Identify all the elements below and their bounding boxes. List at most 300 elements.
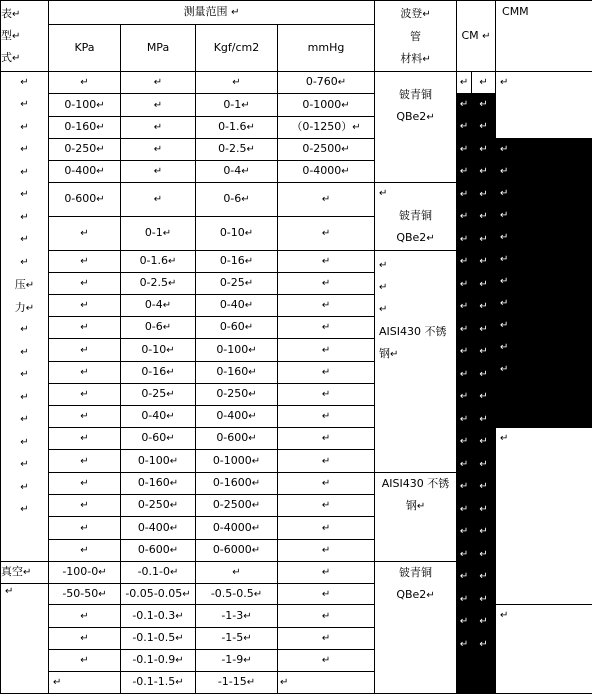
paragraph-mark: ↵ — [80, 523, 88, 534]
paragraph-mark: ↵ — [341, 166, 349, 177]
paragraph-mark: ↵ — [460, 296, 468, 319]
range-value: 0-4 — [223, 164, 241, 177]
range-value: 0-10 — [141, 343, 166, 356]
paragraph-mark: ↵ — [175, 655, 183, 666]
paragraph-mark: ↵ — [379, 277, 452, 299]
paragraph-mark: ↵ — [322, 500, 330, 511]
range-kpa-cell — [49, 449, 121, 472]
range-value: -1-15 — [218, 675, 247, 688]
range-header-cell — [49, 1, 375, 25]
range-value: 0-600 — [138, 543, 170, 556]
paragraph-mark: ↵ — [479, 364, 487, 387]
paragraph-mark: ↵ — [20, 477, 28, 500]
range-kpa-cell — [49, 627, 121, 649]
range-mmhg-cell — [278, 160, 375, 182]
paragraph-mark: ↵ — [322, 456, 330, 467]
range-mpa-cell — [121, 539, 196, 561]
paragraph-mark: ↵ — [170, 523, 178, 534]
material-label — [375, 473, 456, 518]
paragraph-mark: ↵ — [352, 122, 360, 133]
paragraph-mark: ↵ — [96, 100, 104, 111]
range-value: -0.1-0.5 — [132, 631, 175, 644]
type-pressure-stack — [1, 72, 48, 522]
paragraph-mark: ↵ — [322, 367, 330, 378]
range-mpa-cell — [121, 472, 196, 494]
paragraph-mark: ↵ — [460, 454, 468, 477]
range-mmhg-cell — [278, 217, 375, 250]
paragraph-mark: ↵ — [80, 345, 88, 356]
range-value: 0-2.5 — [218, 142, 246, 155]
paragraph-mark: ↵ — [80, 389, 88, 400]
paragraph-mark: ↵ — [20, 454, 28, 477]
range-value: 0-1.6 — [218, 120, 246, 133]
paragraph-mark: ↵ — [460, 184, 468, 207]
paragraph-mark: ↵ — [168, 256, 176, 267]
paragraph-mark: ↵ — [163, 322, 171, 333]
paragraph-mark: ↵ — [248, 367, 256, 378]
range-mmhg-cell — [278, 250, 375, 272]
paragraph-mark: ↵ — [23, 567, 31, 578]
range-value: 0-100 — [64, 98, 96, 111]
paragraph-mark: ↵ — [379, 299, 452, 321]
cm-marks — [472, 94, 495, 657]
range-mmhg-cell — [278, 494, 375, 516]
paragraph-mark: ↵ — [245, 322, 253, 333]
form-label-char: 型↵ — [1, 25, 20, 47]
paragraph-mark: ↵ — [500, 319, 592, 341]
paragraph-mark: ↵ — [170, 567, 178, 578]
range-kgf-cell — [196, 583, 278, 604]
paragraph-mark: ↵ — [479, 341, 487, 364]
range-value: 0-4000 — [213, 521, 252, 534]
range-mmhg-cell — [278, 93, 375, 116]
paragraph-mark: ↵ — [280, 677, 288, 688]
range-mmhg-cell — [278, 272, 375, 294]
paragraph-mark: ↵ — [98, 589, 106, 600]
paragraph-mark: ↵ — [460, 139, 468, 162]
range-mpa-cell — [121, 516, 196, 539]
range-mpa-cell — [121, 182, 196, 217]
paragraph-mark: ↵ — [1, 586, 13, 597]
paragraph-mark: ↵ — [500, 209, 592, 231]
paragraph-mark: ↵ — [245, 228, 253, 239]
paragraph-mark: ↵ — [96, 166, 104, 177]
paragraph-mark: ↵ — [166, 345, 174, 356]
range-mpa-cell — [121, 93, 196, 116]
paragraph-mark: ↵ — [154, 144, 162, 155]
range-mpa-cell — [121, 71, 196, 93]
range-value: 0-1600 — [213, 476, 252, 489]
range-kgf-cell — [196, 604, 278, 627]
form-label — [1, 3, 48, 69]
range-kgf-cell — [196, 494, 278, 516]
paragraph-mark: ↵ — [254, 589, 262, 600]
paragraph-mark: ↵ — [479, 431, 487, 454]
paragraph-mark: ↵ — [168, 278, 176, 289]
range-value: -0.5-0.5 — [211, 587, 254, 600]
paragraph-mark: ↵ — [241, 194, 249, 205]
unit-kpa-cell — [49, 24, 121, 71]
range-kpa-cell — [49, 272, 121, 294]
paragraph-mark: ↵ — [232, 77, 240, 88]
paragraph-mark: ↵ — [170, 478, 178, 489]
range-value: 0-400 — [216, 409, 248, 422]
range-kpa-cell — [49, 494, 121, 516]
material-cell — [375, 472, 457, 561]
paragraph-mark: ↵ — [479, 229, 487, 252]
range-value: -0.1-0.9 — [132, 653, 175, 666]
range-value: 0-25 — [220, 276, 245, 289]
range-kpa-cell — [49, 361, 121, 383]
range-value: 0-60 — [141, 431, 166, 444]
range-value: -1-3 — [221, 609, 243, 622]
range-kpa-cell — [49, 427, 121, 449]
range-mpa-cell — [121, 338, 196, 361]
paragraph-mark: ↵ — [175, 633, 183, 644]
paragraph-mark: ↵ — [154, 166, 162, 177]
paragraph-mark: ↵ — [322, 589, 330, 600]
paragraph-mark: ↵ — [248, 433, 256, 444]
range-value: -50-50 — [62, 587, 98, 600]
paragraph-mark: ↵ — [379, 255, 452, 277]
paragraph-mark: ↵ — [248, 389, 256, 400]
paragraph-mark: ↵ — [245, 278, 253, 289]
paragraph-mark: ↵ — [479, 274, 487, 297]
range-value: 0-1000 — [213, 454, 252, 467]
range-mmhg-cell — [278, 338, 375, 361]
range-kgf-cell — [196, 217, 278, 250]
paragraph-mark: ↵ — [80, 633, 88, 644]
range-mpa-cell — [121, 405, 196, 427]
range-mmhg-cell — [278, 116, 375, 138]
material-label-part: 材料↵ — [400, 48, 430, 71]
header-row-1 — [1, 1, 592, 25]
table-body — [1, 1, 592, 694]
range-value: 0-160 — [216, 365, 248, 378]
range-mpa-cell — [121, 160, 196, 182]
range-kgf-cell — [196, 116, 278, 138]
paragraph-mark: ↵ — [322, 545, 330, 556]
paragraph-mark: ↵ — [252, 500, 260, 511]
range-kgf-cell — [196, 294, 278, 316]
range-kpa-cell — [49, 294, 121, 316]
material-cell — [375, 250, 457, 472]
range-kgf-cell — [196, 383, 278, 405]
cmm-marks — [496, 139, 592, 385]
range-value: 0-600 — [216, 431, 248, 444]
paragraph-mark: ↵ — [322, 523, 330, 534]
paragraph-mark: ↵ — [341, 100, 349, 111]
range-kgf-cell — [196, 671, 278, 693]
range-kgf-cell — [196, 649, 278, 671]
paragraph-mark: ↵ — [479, 521, 487, 544]
cm-cell — [457, 71, 472, 93]
cmm-label: CMM — [502, 5, 529, 18]
paragraph-mark: ↵ — [322, 567, 330, 578]
range-value: 0-250 — [216, 387, 248, 400]
paragraph-mark: ↵ — [479, 251, 487, 274]
range-kpa-cell — [49, 338, 121, 361]
paragraph-mark: ↵ — [322, 611, 330, 622]
range-value: 0-16 — [141, 365, 166, 378]
range-value: 0-2.5 — [140, 276, 168, 289]
paragraph-mark: ↵ — [154, 194, 162, 205]
range-value: 0-6000 — [213, 543, 252, 556]
range-value: 0-1000 — [302, 98, 341, 111]
range-kpa-cell — [49, 649, 121, 671]
range-mpa-cell — [121, 604, 196, 627]
paragraph-mark: ↵ — [479, 476, 487, 499]
paragraph-mark: ↵ — [96, 122, 104, 133]
range-mpa-cell — [121, 671, 196, 693]
paragraph-mark: ↵ — [12, 53, 20, 64]
paragraph-mark: ↵ — [496, 605, 592, 622]
range-value: 0-160 — [138, 476, 170, 489]
type-pressure-char: 压↵ — [15, 274, 34, 297]
paragraph-mark: ↵ — [322, 433, 330, 444]
range-kpa-cell — [49, 405, 121, 427]
range-mmhg-cell — [278, 138, 375, 160]
range-mpa-cell — [121, 494, 196, 516]
paragraph-mark: ↵ — [322, 389, 330, 400]
range-mpa-cell — [121, 316, 196, 338]
paragraph-mark: ↵ — [247, 677, 255, 688]
range-mmhg-cell — [278, 294, 375, 316]
range-value: 0-40 — [220, 298, 245, 311]
paragraph-mark: ↵ — [322, 278, 330, 289]
paragraph-mark: ↵ — [175, 611, 183, 622]
table-row — [1, 71, 592, 93]
paragraph-mark: ↵ — [12, 9, 20, 20]
paragraph-mark: ↵ — [231, 7, 239, 18]
range-mmhg-cell — [278, 627, 375, 649]
paragraph-mark: ↵ — [426, 590, 434, 601]
paragraph-mark: ↵ — [460, 544, 468, 567]
range-kgf-cell — [196, 138, 278, 160]
unit-mpa-cell — [121, 24, 196, 71]
paragraph-mark: ↵ — [20, 94, 28, 117]
range-mpa-cell — [121, 217, 196, 250]
range-value: -0.1-0 — [138, 565, 170, 578]
range-mpa-cell — [121, 250, 196, 272]
paragraph-mark: ↵ — [460, 476, 468, 499]
range-value: -1-9 — [221, 653, 243, 666]
paragraph-mark: ↵ — [243, 655, 251, 666]
paragraph-mark: ↵ — [20, 207, 28, 230]
range-mmhg-cell — [278, 583, 375, 604]
cmm-cell — [496, 604, 592, 693]
range-mmhg-cell — [278, 561, 375, 583]
paragraph-mark: ↵ — [247, 144, 255, 155]
paragraph-mark: ↵ — [175, 677, 183, 688]
range-value: -0.05-0.05 — [125, 587, 182, 600]
paragraph-mark: ↵ — [80, 433, 88, 444]
range-kgf-cell — [196, 361, 278, 383]
paragraph-mark: ↵ — [479, 409, 487, 432]
range-kgf-cell — [196, 160, 278, 182]
paragraph-mark: ↵ — [479, 296, 487, 319]
paragraph-mark: ↵ — [390, 349, 398, 360]
paragraph-mark: ↵ — [322, 411, 330, 422]
range-value: 0-1 — [145, 226, 163, 239]
range-value: （0-1250） — [291, 120, 352, 133]
paragraph-mark: ↵ — [20, 139, 28, 162]
material-label — [375, 183, 456, 250]
paragraph-mark: ↵ — [500, 275, 592, 297]
range-kgf-cell — [196, 427, 278, 449]
paragraph-mark: ↵ — [80, 300, 88, 311]
range-kgf-cell — [196, 93, 278, 116]
paragraph-mark: ↵ — [479, 184, 487, 207]
range-kpa-cell — [49, 71, 121, 93]
paragraph-mark: ↵ — [322, 345, 330, 356]
paragraph-mark: ↵ — [245, 256, 253, 267]
paragraph-mark: ↵ — [460, 116, 468, 139]
paragraph-mark: ↵ — [500, 187, 592, 209]
paragraph-mark: ↵ — [460, 431, 468, 454]
paragraph-mark: ↵ — [479, 634, 487, 657]
type-pressure-cell — [1, 71, 49, 561]
paragraph-mark: ↵ — [460, 521, 468, 544]
paragraph-mark: ↵ — [500, 253, 592, 275]
paragraph-mark: ↵ — [80, 545, 88, 556]
paragraph-mark: ↵ — [322, 194, 330, 205]
paragraph-mark: ↵ — [154, 122, 162, 133]
paragraph-mark: ↵ — [322, 228, 330, 239]
paragraph-mark: ↵ — [166, 389, 174, 400]
paragraph-mark: ↵ — [163, 300, 171, 311]
range-kpa-cell — [49, 182, 121, 217]
range-kpa-cell — [49, 316, 121, 338]
paragraph-mark: ↵ — [20, 499, 28, 522]
paragraph-mark: ↵ — [479, 499, 487, 522]
range-value: 0-6 — [223, 192, 241, 205]
paragraph-mark: ↵ — [80, 77, 88, 88]
paragraph-mark: ↵ — [479, 611, 487, 634]
paragraph-mark: ↵ — [479, 161, 487, 184]
range-mmhg-cell — [278, 516, 375, 539]
paragraph-mark: ↵ — [20, 252, 28, 275]
cm-header-cell — [457, 1, 496, 72]
type-vacuum-label: 真空 — [1, 565, 23, 578]
paragraph-mark: ↵ — [479, 116, 487, 139]
range-kgf-cell — [196, 516, 278, 539]
range-value: 0-60 — [220, 320, 245, 333]
paragraph-mark: ↵ — [245, 300, 253, 311]
material-header-cell — [375, 1, 457, 72]
paragraph-mark: ↵ — [460, 251, 468, 274]
range-kpa-cell — [49, 383, 121, 405]
range-value: 0-10 — [220, 226, 245, 239]
range-mpa-cell — [121, 583, 196, 604]
paragraph-mark: ↵ — [166, 411, 174, 422]
unit-mpa: MPa — [147, 41, 169, 54]
range-value: 0-600 — [64, 192, 96, 205]
paragraph-mark: ↵ — [20, 342, 28, 365]
range-mpa-cell — [121, 361, 196, 383]
range-value: 0-1.6 — [140, 254, 168, 267]
range-value: 0-760 — [306, 75, 338, 88]
range-kgf-cell — [196, 539, 278, 561]
paragraph-mark: ↵ — [80, 655, 88, 666]
range-value: -0.1-1.5 — [132, 675, 175, 688]
paragraph-mark: ↵ — [170, 456, 178, 467]
range-mmhg-cell — [278, 316, 375, 338]
paragraph-mark: ↵ — [20, 387, 28, 410]
paragraph-mark: ↵ — [80, 500, 88, 511]
range-kpa-cell — [49, 472, 121, 494]
material-label — [375, 562, 456, 607]
type-vacuum-cell — [1, 561, 49, 583]
paragraph-mark: ↵ — [96, 144, 104, 155]
range-kgf-cell — [196, 338, 278, 361]
paragraph-mark: ↵ — [322, 322, 330, 333]
paragraph-mark: ↵ — [460, 634, 468, 657]
paragraph-mark: ↵ — [479, 319, 487, 342]
paragraph-mark: ↵ — [460, 94, 468, 117]
paragraph-mark: ↵ — [12, 31, 20, 42]
range-kgf-cell — [196, 272, 278, 294]
paragraph-mark: ↵ — [460, 364, 468, 387]
paragraph-mark: ↵ — [460, 319, 468, 342]
paragraph-mark: ↵ — [154, 100, 162, 111]
cm-black-column — [457, 93, 472, 693]
paragraph-mark: ↵ — [496, 72, 592, 89]
paragraph-mark: ↵ — [500, 363, 592, 385]
paragraph-mark: ↵ — [479, 544, 487, 567]
paragraph-mark: ↵ — [322, 633, 330, 644]
paragraph-mark: ↵ — [241, 166, 249, 177]
range-kpa-cell — [49, 583, 121, 604]
paragraph-mark: ↵ — [496, 428, 592, 445]
paragraph-mark: ↵ — [479, 206, 487, 229]
material-name: AISI430 不锈钢 — [382, 477, 450, 512]
paragraph-mark: ↵ — [479, 77, 487, 88]
range-value: 0-40 — [141, 409, 166, 422]
paragraph-mark: ↵ — [232, 567, 240, 578]
paragraph-mark: ↵ — [243, 633, 251, 644]
paragraph-mark: ↵ — [20, 229, 28, 252]
table-row — [1, 427, 592, 449]
range-mpa-cell — [121, 627, 196, 649]
range-mpa-cell — [121, 294, 196, 316]
paragraph-mark: ↵ — [80, 456, 88, 467]
paragraph-mark: ↵ — [20, 162, 28, 185]
material-label-part: 波登↵ — [400, 3, 430, 26]
paragraph-mark: ↵ — [80, 367, 88, 378]
range-mmhg-cell — [278, 649, 375, 671]
range-mmhg-cell — [278, 361, 375, 383]
paragraph-mark: ↵ — [248, 411, 256, 422]
range-value: 0-2500 — [213, 498, 252, 511]
range-mmhg-cell — [278, 539, 375, 561]
paragraph-mark: ↵ — [20, 364, 28, 387]
paragraph-mark: ↵ — [479, 94, 487, 117]
table-row — [1, 604, 592, 627]
paragraph-mark: ↵ — [479, 454, 487, 477]
material-label-part: 管 — [410, 26, 421, 49]
range-mmhg-cell — [278, 182, 375, 217]
range-mpa-cell — [121, 449, 196, 472]
paragraph-mark: ↵ — [482, 31, 490, 42]
range-value: -100-0 — [62, 565, 98, 578]
cm-cell — [472, 71, 496, 93]
range-label: 测量范围 — [184, 5, 228, 18]
range-kgf-cell — [196, 316, 278, 338]
range-value: 0-4000 — [302, 164, 341, 177]
material-cell — [375, 71, 457, 182]
form-label-char: 式↵ — [1, 47, 20, 69]
